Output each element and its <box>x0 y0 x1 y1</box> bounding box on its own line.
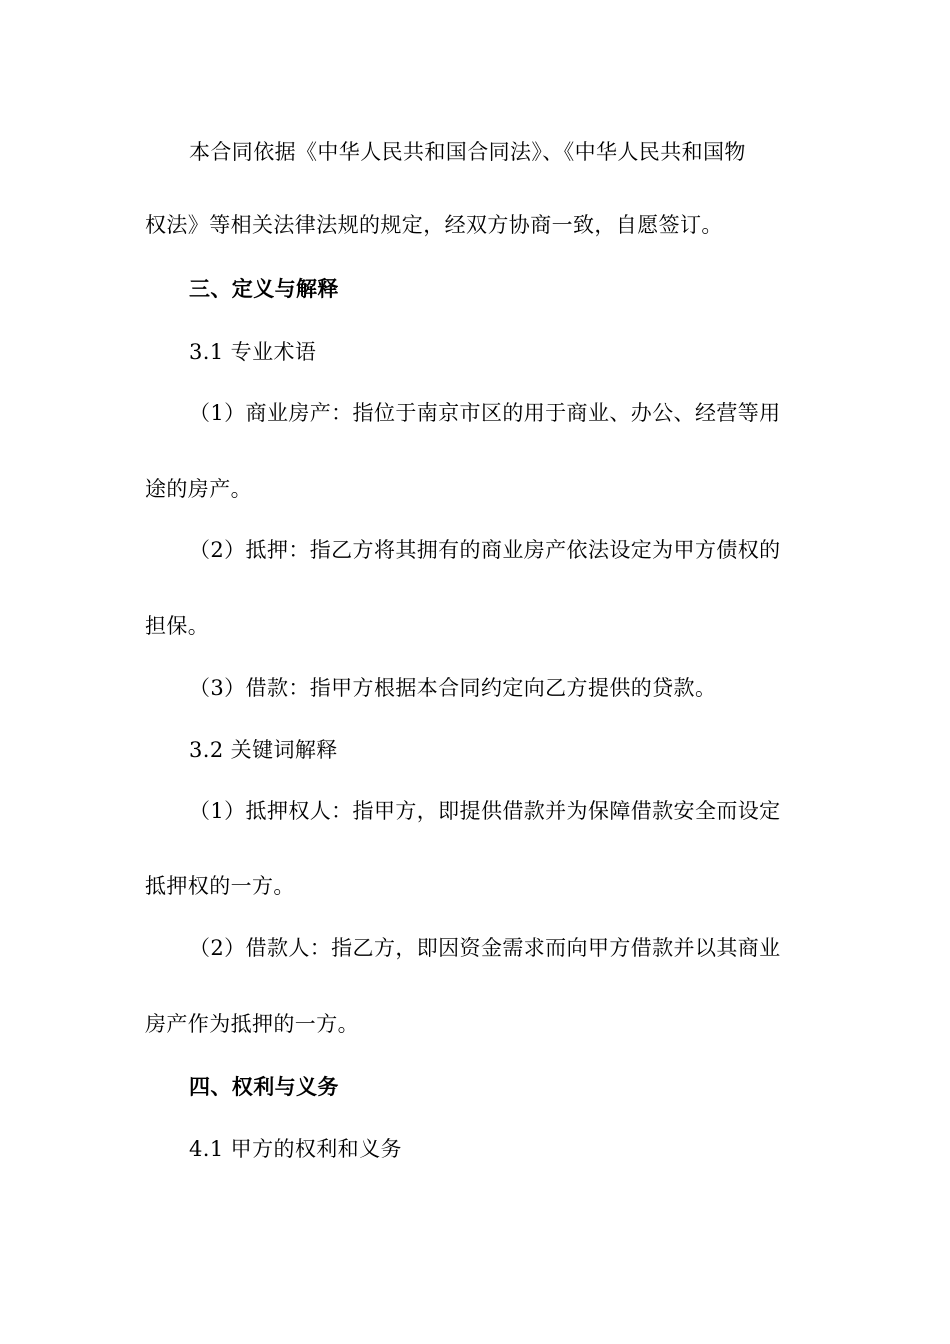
term-commercial-property-line-2: 途的房产。 <box>145 477 252 501</box>
paragraph-basis-line-1: 本合同依据《中华人民共和国合同法》、《中华人民共和国物 <box>189 140 746 164</box>
term-commercial-property-line-1: （1）商业房产：指位于南京市区的用于商业、办公、经营等用 <box>189 401 781 425</box>
subsection-3-2-heading: 3.2 关键词解释 <box>189 738 338 762</box>
section-3-heading: 三、定义与解释 <box>189 276 339 301</box>
term-mortgage-line-1: （2）抵押：指乙方将其拥有的商业房产依法设定为甲方债权的 <box>189 538 781 562</box>
term-loan: （3）借款：指甲方根据本合同约定向乙方提供的贷款。 <box>189 676 717 700</box>
subsection-4-1-heading: 4.1 甲方的权利和义务 <box>189 1137 402 1161</box>
term-mortgagee-line-1: （1）抵押权人：指甲方，即提供借款并为保障借款安全而设定 <box>189 799 781 823</box>
term-borrower-line-2: 房产作为抵押的一方。 <box>145 1012 359 1036</box>
paragraph-basis-line-2: 权法》等相关法律法规的规定，经双方协商一致，自愿签订。 <box>145 213 723 237</box>
term-borrower-line-1: （2）借款人：指乙方，即因资金需求而向甲方借款并以其商业 <box>189 936 781 960</box>
subsection-3-1-heading: 3.1 专业术语 <box>189 340 317 364</box>
term-mortgagee-line-2: 抵押权的一方。 <box>145 874 295 898</box>
section-4-heading: 四、权利与义务 <box>189 1074 339 1099</box>
term-mortgage-line-2: 担保。 <box>145 614 210 638</box>
